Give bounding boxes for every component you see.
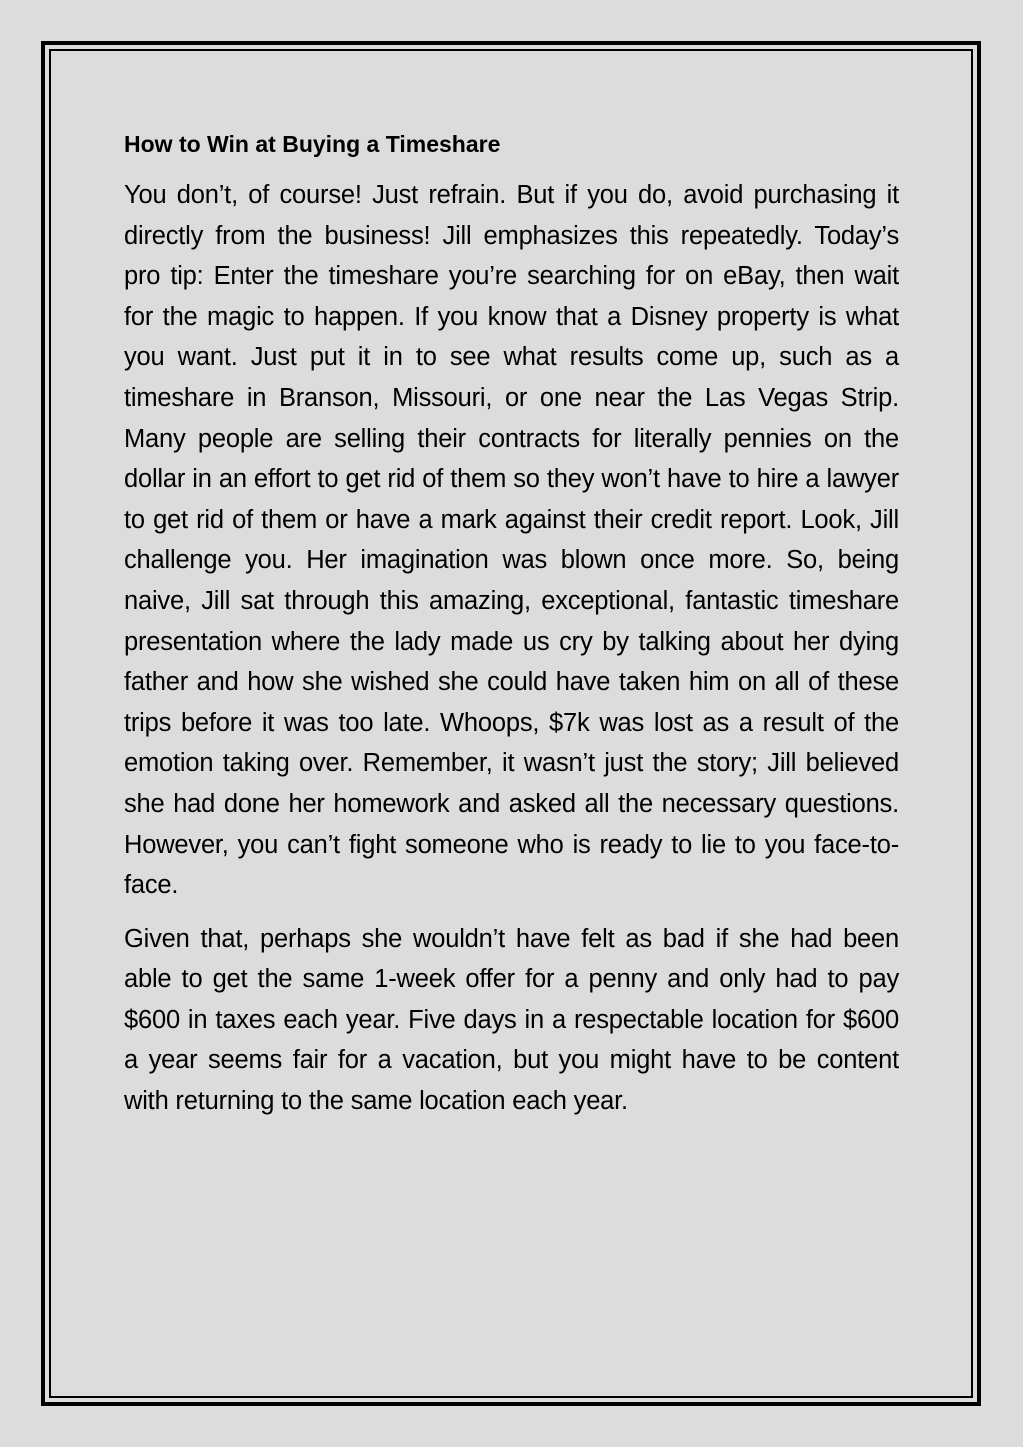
paragraph-2: Given that, perhaps she wouldn’t have felt as bad if she had been able to get the same 1-week offer for a penny and only had to pay $600 in taxes each year. Five days in a respectable location for $600 a year seems fair for a vacation, but you might have to be content with returning to the same location each year.	[124, 924, 899, 1116]
document-title: How to Win at Buying a Timeshare	[124, 131, 501, 157]
document-body	[124, 125, 899, 1135]
paragraph-1: You don’t, of course! Just refrain. But if you do, avoid purchasing it directly from the business! Jill emphasizes this repeatedly. Today’s pro tip: Enter the timeshare you’re searching for on eBay, then wait for the magic to happen. If you know that a Disney property is what you want. Just put it in to see what results come up, such as a timeshare in Branson, Missouri, or one near the Las Vegas Strip. Many people are selling their contracts for literally pennies on the dollar in an effort to get rid of them so they won’t have to hire a lawyer to get rid of them or have a mark against their credit report. Look, Jill challenge you. Her imagination was blown once more. So, being naive, Jill sat through this amazing, exceptional, fantastic timeshare presentation where the lady made us cry by talking about her dying father and how she wished she could have taken him on all of these trips before it was too late. Whoops, $7k was lost as a result of the emotion taking over. Remember, it wasn’t just the story; Jill believed she had done her homework and asked all the necessary questions. However, you can’t fight someone who is ready to lie to you face-to-face.	[124, 181, 899, 900]
